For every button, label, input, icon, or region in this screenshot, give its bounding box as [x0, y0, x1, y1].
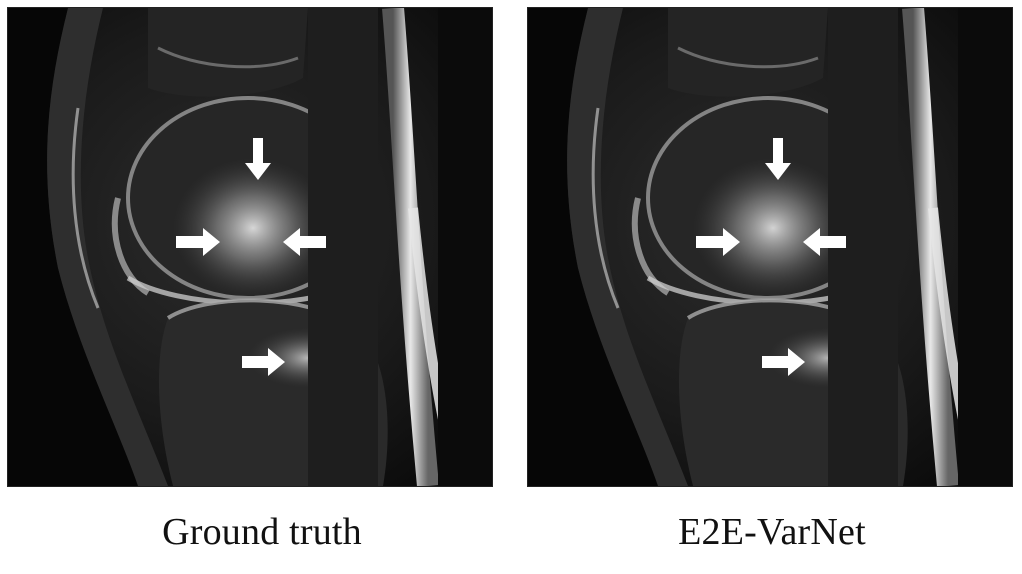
caption-e2e-varnet: E2E-VarNet	[678, 511, 866, 553]
caption-ground-truth: Ground truth	[162, 511, 362, 553]
e2e-varnet-image	[528, 8, 1012, 486]
mri-scan	[8, 8, 492, 486]
mri-scan	[528, 8, 1012, 486]
ground-truth-image	[8, 8, 492, 486]
